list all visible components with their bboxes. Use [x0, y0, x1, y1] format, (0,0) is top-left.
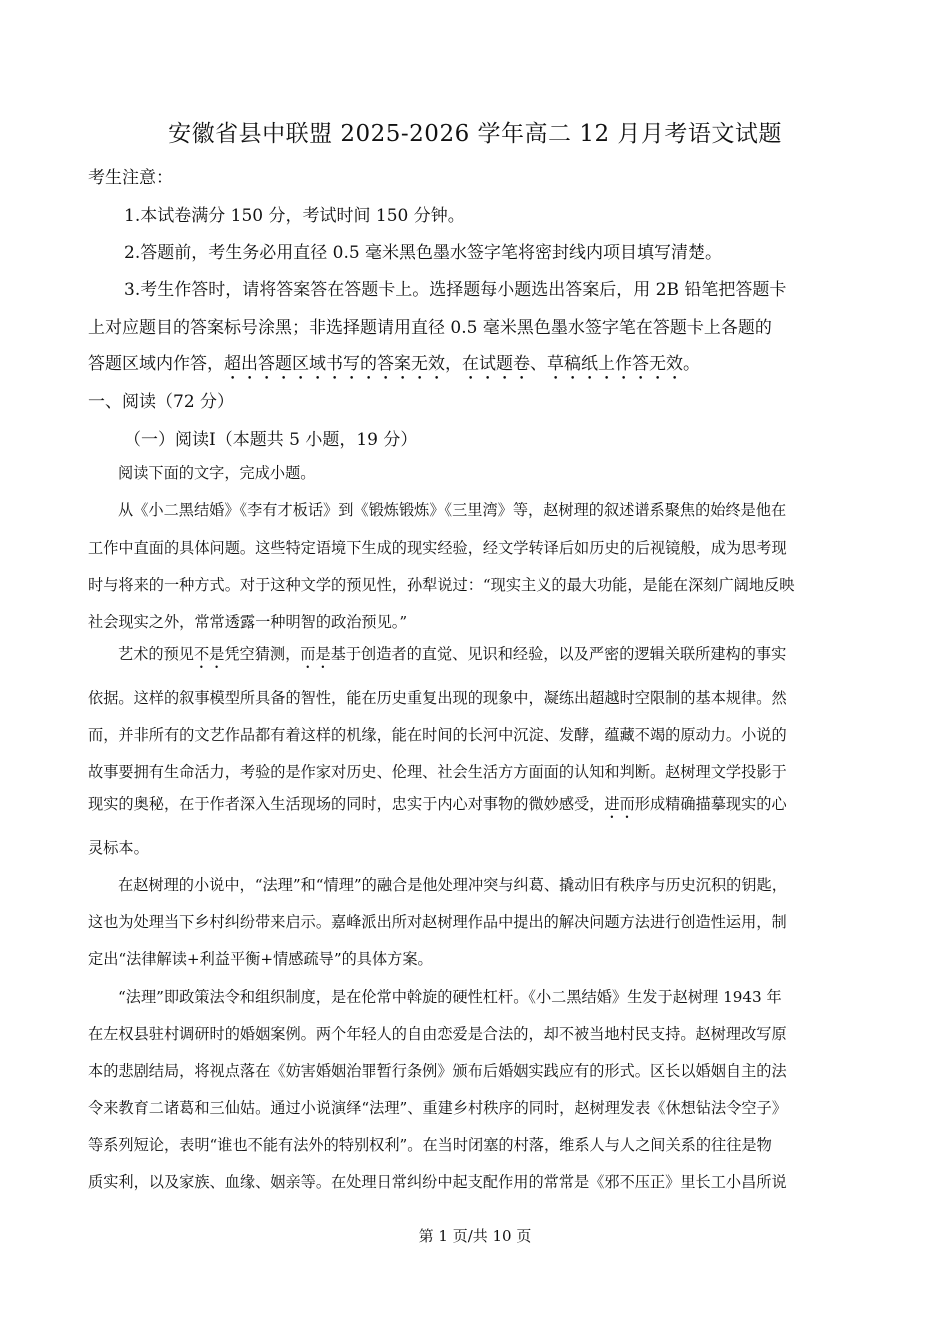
paragraph-line: 依据。这样的叙事模型所具备的智性，能在历史重复出现的现象中，凝练出超越时空限制的基本规律。然: [88, 689, 787, 707]
paragraph-text: 艺术的预见: [118, 645, 194, 663]
notice-heading: 考生注意：: [88, 168, 173, 188]
paragraph-line: 时与将来的一种方式。对于这种文学的预见性，孙犁说过：“现实主义的最大功能，是能在深刻广阔地反映: [88, 576, 795, 594]
paragraph-line: 工作中直面的具体问题。这些特定语境下生成的现实经验，经文学转译后如历史的后视镜般，成为思考现: [88, 539, 787, 557]
paragraph-line: 定出“法律解读+利益平衡+情感疏导”的具体方案。: [88, 950, 433, 968]
paragraph-text: 凭空猜测，: [224, 645, 301, 663]
section-instruction: 阅读下面的文字，完成小题。: [118, 464, 316, 482]
notice-item-3-line-2: 上对应题目的答案标号涂黑；非选择题请用直径 0.5 毫米黑色墨水签字笔在答题卡上各题的: [88, 318, 772, 338]
paragraph-line: 在赵树理的小说中，“法理”和“情理”的融合是他处理冲突与纠葛、撬动旧有秩序与历史沉积的钥匙，: [118, 876, 787, 894]
notice-text: ，: [445, 354, 462, 374]
notice-item-3-line-3: [88, 349, 700, 384]
paragraph-line: 社会现实之外，常常透露一种明智的政治预见。”: [88, 613, 408, 631]
page-number: 第 1 页/共 10 页: [418, 1227, 532, 1245]
notice-text: 、: [530, 354, 547, 374]
paragraph-line: 从《小二黑结婚》《李有才板话》到《锻炼锻炼》《三里湾》等，赵树理的叙述谱系聚焦的始终是他在: [118, 501, 787, 519]
emphasized-word: 而是: [300, 645, 331, 663]
paragraph-line: 本的悲剧结局，将视点落在《妨害婚姻治罪暂行条例》颁布后婚姻实践应有的形式。区长以婚姻自主的法: [88, 1062, 787, 1080]
notice-text: 答题区域内作答，: [88, 354, 224, 374]
notice-item-2: 2.答题前，考生务必用直径 0.5 毫米黑色墨水签字笔将密封线内项目填写清楚。: [124, 243, 723, 263]
paragraph-line: 在左权县驻村调研时的婚姻案例。两个年轻人的自由恋爱是合法的，却不被当地村民支持。赵树理改写原: [88, 1025, 787, 1043]
paragraph-line: 等系列短论，表明“谁也不能有法外的特别权利”。在当时闭塞的村落，维系人与人之间关系的往往是物: [88, 1136, 772, 1154]
paragraph-line: “法理”即政策法令和组织制度，是在伦常中斡旋的硬性杠杆。《小二黑结婚》生发于赵树理 1943 年: [118, 988, 782, 1006]
emphasized-warning: 在试题卷: [462, 354, 530, 374]
emphasized-warning: 超出答题区域书写的答案无效: [224, 354, 445, 374]
emphasized-word: 进而: [604, 795, 635, 813]
section-subheading: （一）阅读Ⅰ（本题共 5 小题，19 分）: [124, 430, 418, 450]
paragraph-text: 基于创造者的直觉、见识和经验，以及严密的逻辑关联所建构的事实: [330, 645, 787, 663]
notice-item-3-line-1: 3.考生作答时，请将答案答在答题卡上。选择题每小题选出答案后，用 2B 铅笔把答题卡: [124, 280, 787, 300]
paragraph-text: 现实的奥秘，在于作者深入生活现场的同时，忠实于内心对事物的微妙感受，: [88, 795, 605, 813]
paragraph-line: 而，并非所有的文艺作品都有着这样的机缘，能在时间的长河中沉淀、发酵，蕴藏不竭的原动力。小说的: [88, 726, 787, 744]
emphasized-word: 不是: [193, 645, 225, 663]
emphasized-warning: 草稿纸上作答无效: [547, 354, 683, 374]
paragraph-line: 质实利，以及家族、血缘、姻亲等。在处理日常纠纷中起支配作用的常常是《邪不压正》里长工小昌所说: [88, 1173, 787, 1191]
exam-title: 安徽省县中联盟 2025-2026 学年高二 12 月月考语文试题: [168, 121, 782, 147]
paragraph-text: 形成精确描摹现实的心: [634, 795, 787, 813]
paragraph-line: 灵标本。: [88, 839, 149, 857]
paragraph-line: 故事要拥有生命活力，考验的是作家对历史、伦理、社会生活方方面面的认知和判断。赵树理文学投影于: [88, 763, 787, 781]
notice-item-1: 1.本试卷满分 150 分，考试时间 150 分钟。: [124, 206, 465, 226]
paragraph-line: [88, 793, 787, 822]
notice-text: 。: [683, 354, 700, 374]
paragraph-line: [118, 643, 786, 672]
paragraph-line: 令来教育二诸葛和三仙姑。通过小说演绎“法理”、重建乡村秩序的同时，赵树理发表《休想钻法令空子》: [88, 1099, 787, 1117]
section-heading: 一、阅读（72 分）: [88, 392, 235, 412]
paragraph-line: 这也为处理当下乡村纠纷带来启示。嘉峰派出所对赵树理作品中提出的解决问题方法进行创造性运用，制: [88, 913, 787, 931]
